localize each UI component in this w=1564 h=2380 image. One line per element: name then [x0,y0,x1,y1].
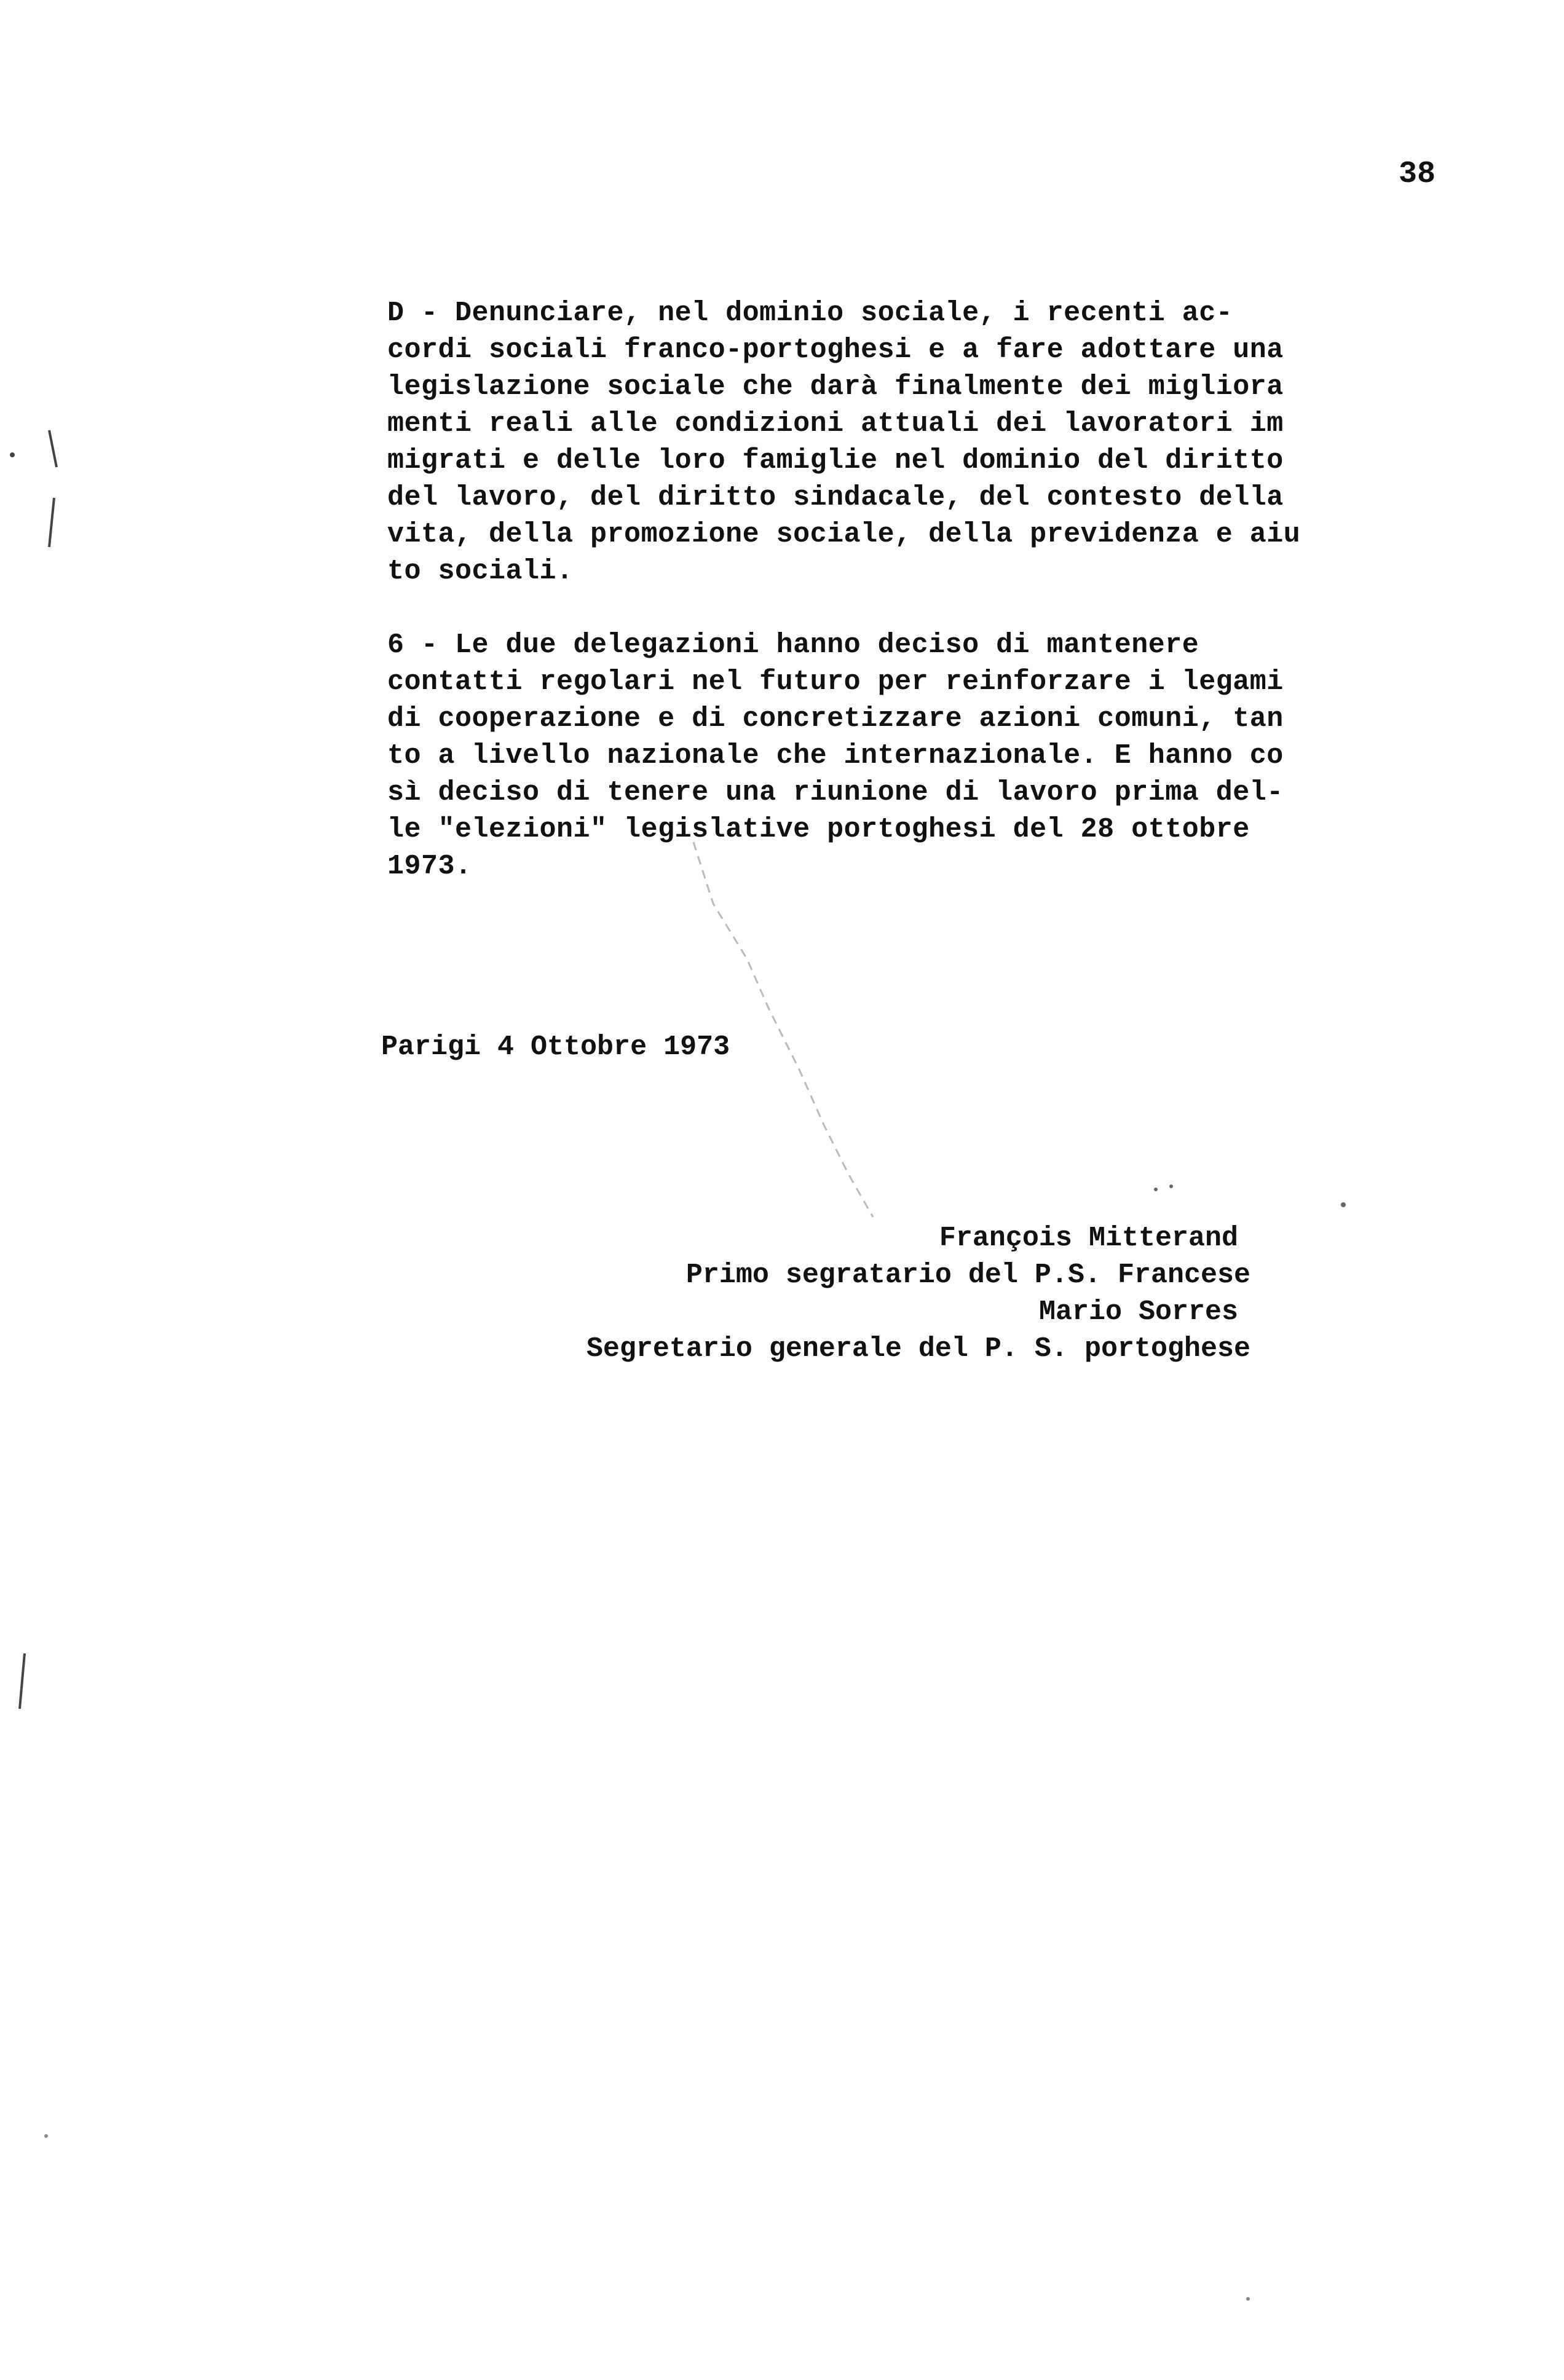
margin-tick-mark [49,430,57,467]
paragraph-line: to sociali. [387,556,574,587]
paragraph-line: di cooperazione e di concretizzare azioni comuni, tan [387,703,1284,735]
signatory-title-1: Primo segratario del P.S. Francese [685,1259,1250,1291]
paragraph-d [387,295,1301,590]
speck-mark [10,452,15,457]
margin-tick-mark [49,498,54,547]
signatory-title-2: Segretario generale del P. S. portoghese [586,1333,1250,1365]
signature-block [586,1220,1250,1368]
speck-mark [1154,1188,1158,1191]
page-number: 38 [1399,157,1436,192]
paragraph-line: legislazione sociale che darà finalmente dei migliora [387,371,1284,403]
paragraph-line: menti reali alle condizioni attuali dei lavoratori im [387,408,1284,439]
paragraph-line: le "elezioni" legislative portoghesi del 28 ottobre [387,814,1250,845]
paragraph-line: contatti regolari nel futuro per reinforzare i legami [387,666,1284,698]
fold-crease-mark [693,842,873,1217]
signatory-name-2: Mario Sorres [1038,1296,1238,1328]
paragraph-line: del lavoro, del diritto sindacale, del contesto della [387,482,1284,513]
paragraph-line: to a livello nazionale che internazionale. E hanno co [387,740,1284,771]
paragraph-line: migrati e delle loro famiglie nel dominio del diritto [387,445,1284,476]
signatory-name-1: François Mitterand [939,1223,1238,1254]
paragraph-line: 1973. [387,851,472,882]
paragraph-line: sì deciso di tenere una riunione di lavoro prima del- [387,777,1284,808]
speck-mark [44,2134,48,2138]
speck-mark [1169,1184,1173,1188]
place-and-date: Parigi 4 Ottobre 1973 [381,1031,730,1063]
paragraph-line: vita, della promozione sociale, della previdenza e aiu [387,519,1301,550]
paragraph-line: D - Denunciare, nel dominio sociale, i recenti ac- [387,298,1233,329]
margin-tick-mark [20,1653,25,1709]
paragraph-line: cordi sociali franco-portoghesi e a fare adottare una [387,334,1284,366]
speck-mark [1341,1202,1346,1207]
paragraph-6 [387,627,1284,885]
paragraph-line: 6 - Le due delegazioni hanno deciso di mantenere [387,629,1199,661]
speck-mark [1246,2297,1250,2301]
